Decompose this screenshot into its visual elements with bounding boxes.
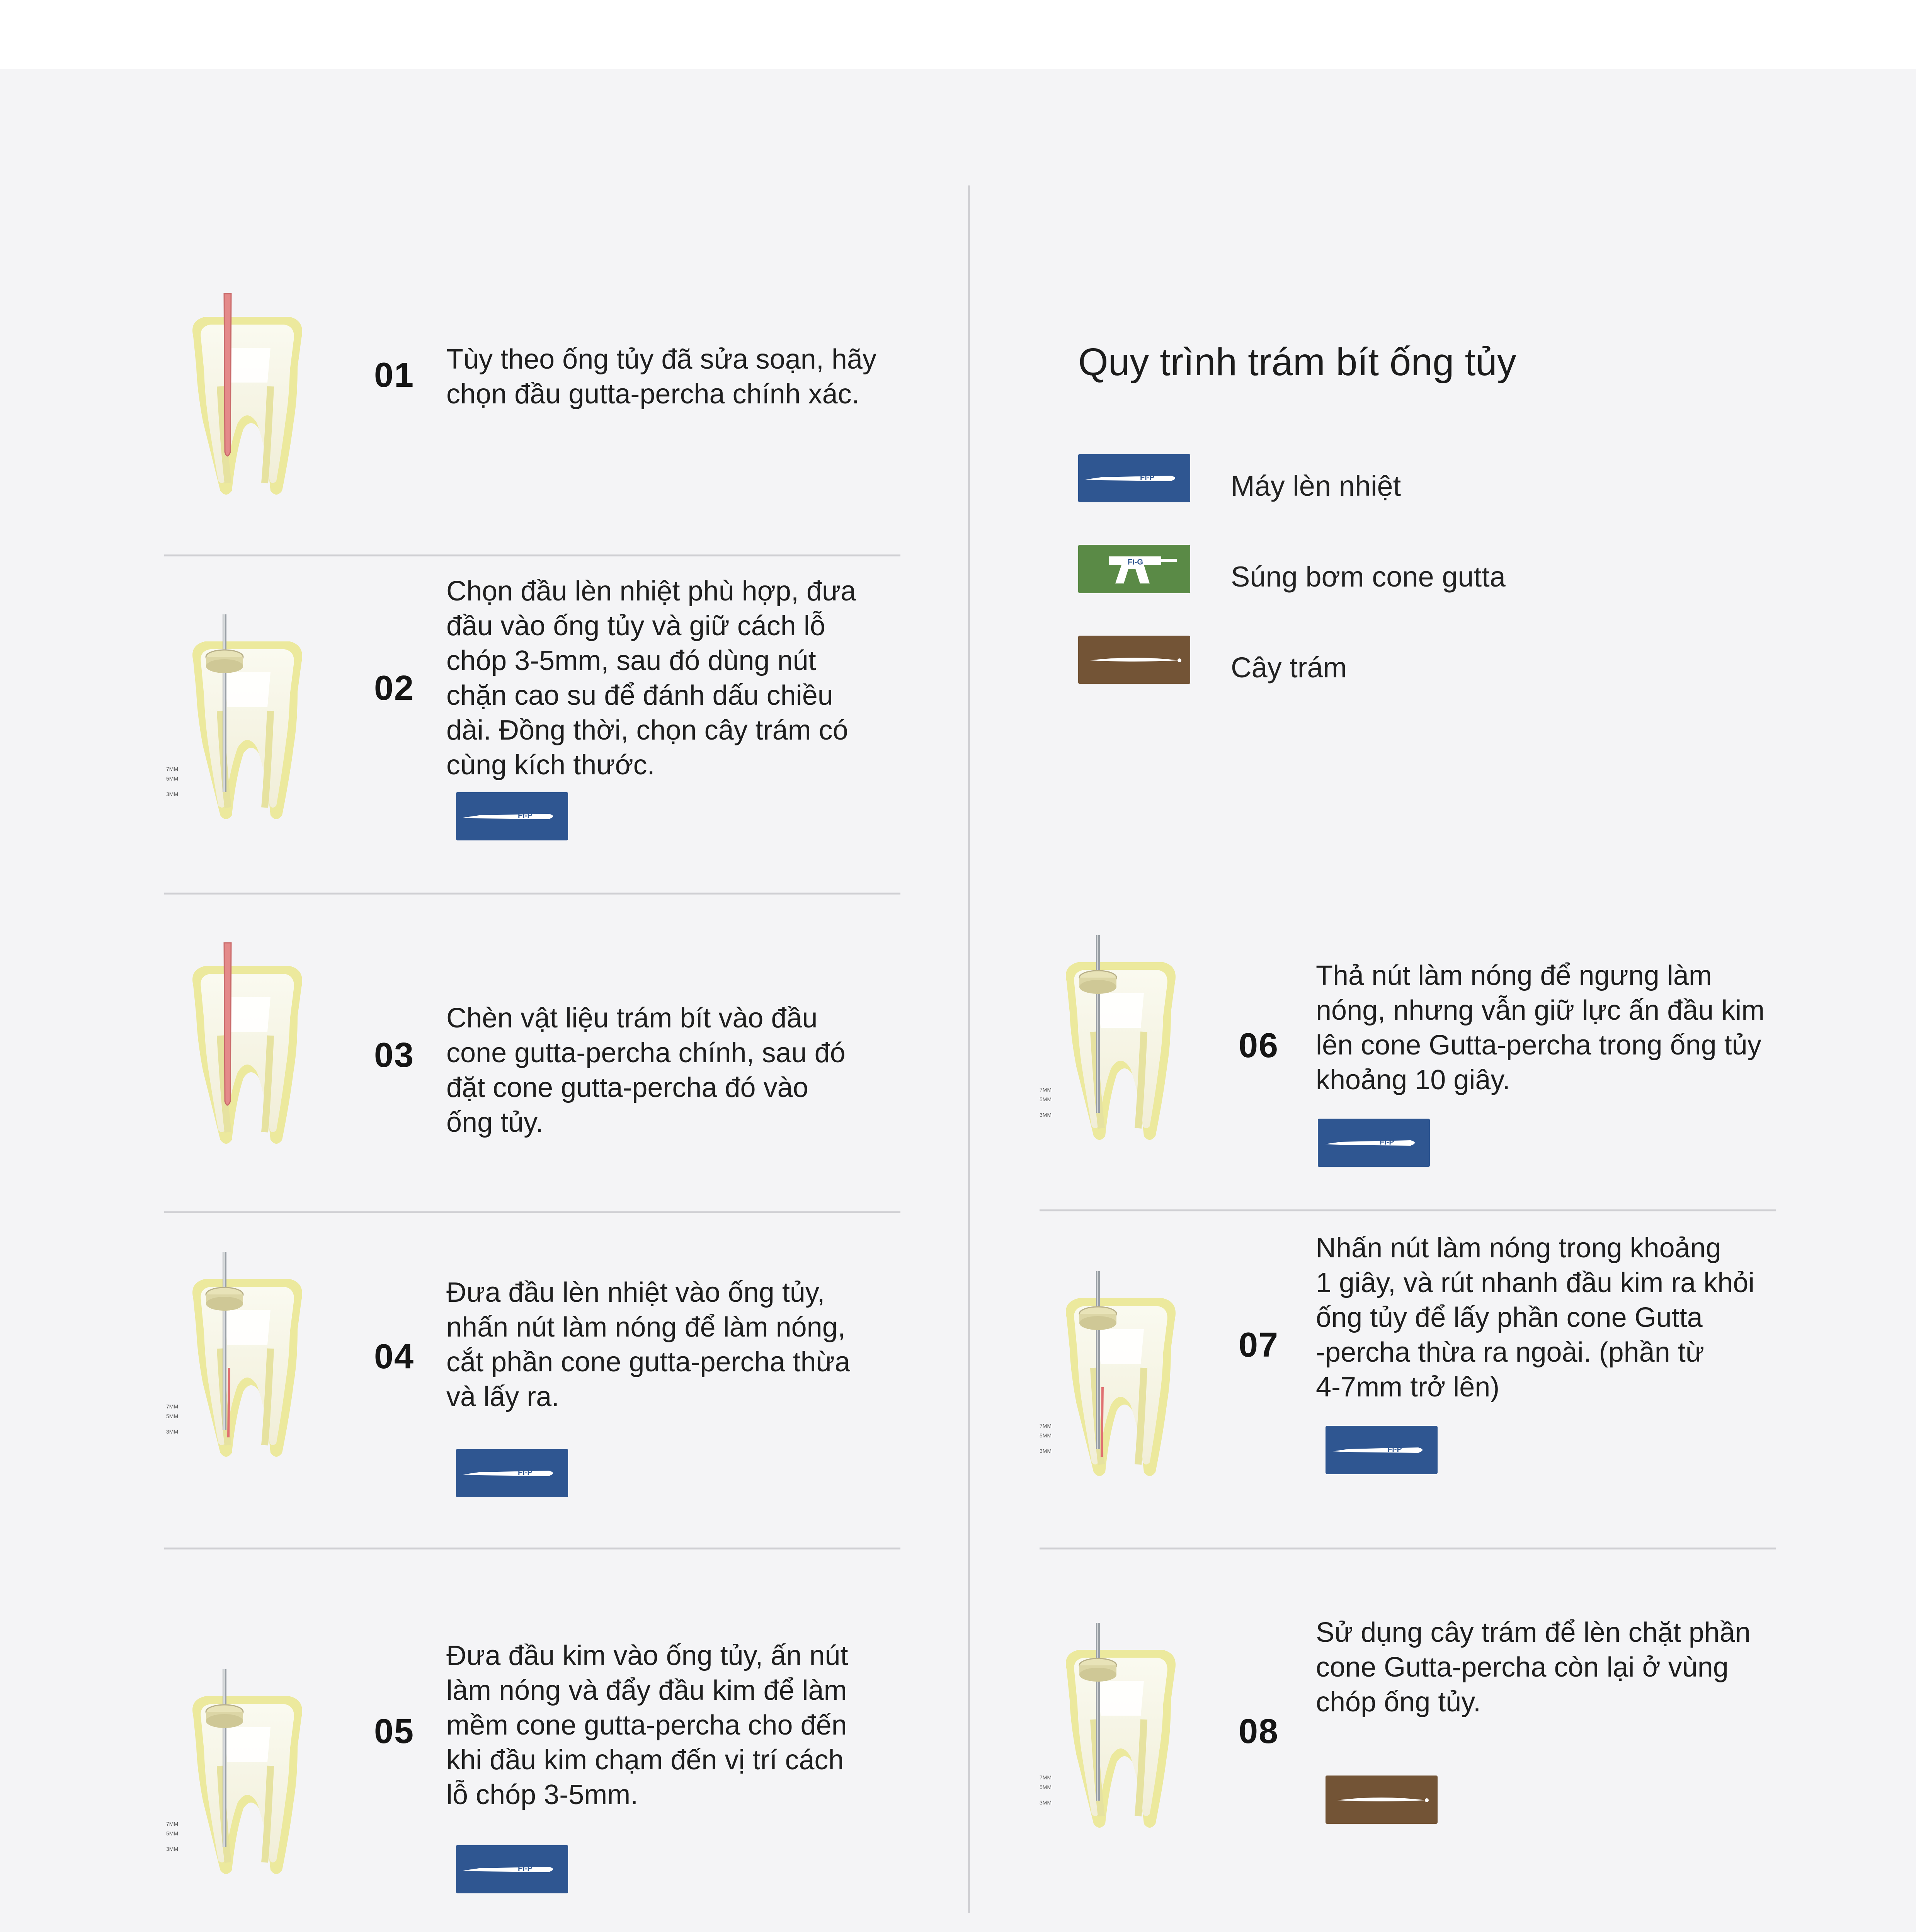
plugger-instrument-icon	[1078, 636, 1190, 684]
svg-text:5MM: 5MM	[166, 1830, 179, 1837]
svg-text:3MM: 3MM	[166, 791, 179, 797]
tooth-illustration-03	[166, 939, 328, 1155]
tooth-icon	[166, 939, 328, 1155]
divider	[164, 893, 900, 895]
step-description: Tùy theo ống tủy đã sửa soạn, hãy chọn đầu gutta-percha chính xác.	[446, 344, 876, 410]
step-tool-badge-blue	[456, 1449, 568, 1497]
badge-model-label: Fi-P	[518, 811, 533, 820]
tooth-illustration-04	[166, 1252, 328, 1468]
step-number: 07	[1239, 1326, 1279, 1364]
divider	[164, 1548, 900, 1549]
heat-pen-icon	[1318, 1119, 1430, 1167]
heat-pen-icon	[456, 1449, 568, 1497]
legend-badge-brown	[1078, 636, 1190, 684]
step-number: 02	[374, 669, 415, 707]
step-description: Sử dụng cây trám để lèn chặt phần cone Gutta-percha còn lại ở vùng chóp ống tủy.	[1316, 1617, 1751, 1718]
heat-pen-icon	[1078, 454, 1190, 502]
svg-text:7MM: 7MM	[166, 1821, 179, 1827]
step-description: Đưa đầu kim vào ống tủy, ấn nút làm nóng và đẩy đầu kim để làm mềm cone gutta-percha cho đến khi đầu kim chạm đến vị trí cách lỗ chóp 3-5mm.	[446, 1640, 848, 1810]
tooth-illustration-08	[1040, 1623, 1202, 1839]
legend-label: Máy lèn nhiệt	[1231, 470, 1401, 502]
column-divider	[968, 185, 970, 1913]
svg-text:3MM: 3MM	[1040, 1799, 1052, 1806]
legend-item-blue	[1078, 454, 1658, 512]
badge-model-label: Fi-P	[1387, 1445, 1402, 1454]
legend-label: Súng bơm cone gutta	[1231, 561, 1506, 593]
svg-text:7MM: 7MM	[1040, 1423, 1052, 1429]
tooth-icon	[1040, 1623, 1202, 1839]
tooth-illustration-06	[1040, 935, 1202, 1151]
divider	[1040, 1548, 1776, 1549]
tooth-icon	[1040, 1271, 1202, 1488]
tooth-icon	[1040, 935, 1202, 1151]
svg-text:5MM: 5MM	[1040, 1784, 1052, 1790]
divider	[164, 554, 900, 556]
page-title: Quy trình trám bít ống tủy	[1078, 340, 1516, 384]
svg-text:3MM: 3MM	[1040, 1448, 1052, 1454]
plugger-instrument-icon	[1326, 1776, 1438, 1824]
tooth-icon	[166, 1669, 328, 1886]
badge-model-label: Fi-P	[1140, 473, 1155, 482]
heat-pen-icon	[456, 1845, 568, 1893]
legend-badge-green	[1078, 545, 1190, 593]
svg-text:7MM: 7MM	[166, 1403, 179, 1410]
svg-text:3MM: 3MM	[1040, 1112, 1052, 1118]
tooth-icon	[166, 1252, 328, 1468]
gutta-gun-icon	[1078, 545, 1190, 593]
step-number: 06	[1239, 1026, 1279, 1065]
heat-pen-icon	[456, 792, 568, 840]
legend-item-green	[1078, 545, 1658, 603]
svg-text:7MM: 7MM	[1040, 1774, 1052, 1781]
svg-text:7MM: 7MM	[1040, 1087, 1052, 1093]
step-description: Thả nút làm nóng để ngưng làm nóng, nhưng vẫn giữ lực ấn đầu kim lên cone Gutta-percha trong ống tủy khoảng 10 giây.	[1316, 960, 1765, 1095]
step-number: 08	[1239, 1712, 1279, 1751]
step-description: Chèn vật liệu trám bít vào đầu cone gutta-percha chính, sau đó đặt cone gutta-percha đó vào ống tủy.	[446, 1003, 846, 1138]
svg-text:5MM: 5MM	[1040, 1096, 1052, 1102]
legend-label: Cây trám	[1231, 651, 1347, 684]
step-description: Nhấn nút làm nóng trong khoảng 1 giây, và rút nhanh đầu kim ra khỏi ống tủy để lấy phần cone Gutta -percha thừa ra ngoài. (phần từ 4-7mm trở lên)	[1316, 1233, 1755, 1403]
svg-text:5MM: 5MM	[1040, 1432, 1052, 1439]
svg-text:7MM: 7MM	[166, 766, 179, 772]
step-description: Chọn đầu lèn nhiệt phù hợp, đưa đầu vào ống tủy và giữ cách lỗ chóp 3-5mm, sau đó dùng nút chặn cao su để đánh dấu chiều dài. Đồng thời, chọn cây trám có cùng kích thước.	[446, 576, 856, 781]
tooth-illustration-02	[166, 614, 328, 831]
badge-model-label: Fi-P	[518, 1468, 533, 1477]
legend-item-brown	[1078, 636, 1658, 694]
svg-text:5MM: 5MM	[166, 776, 179, 782]
step-tool-badge-brown	[1326, 1776, 1438, 1824]
step-tool-badge-blue	[1326, 1426, 1438, 1474]
step-tool-badge-blue	[456, 792, 568, 840]
tooth-illustration-01	[166, 290, 328, 506]
svg-text:3MM: 3MM	[166, 1429, 179, 1435]
tooth-illustration-05	[166, 1669, 328, 1886]
legend-badge-blue	[1078, 454, 1190, 502]
heat-pen-icon	[1326, 1426, 1438, 1474]
step-tool-badge-blue	[456, 1845, 568, 1893]
badge-model-label: Fi-P	[518, 1864, 533, 1873]
step-number: 04	[374, 1337, 415, 1376]
step-number: 01	[374, 356, 415, 395]
badge-model-label: Fi-P	[1380, 1138, 1394, 1146]
badge-model-label: Fi-G	[1128, 558, 1143, 566]
step-description: Đưa đầu lèn nhiệt vào ống tủy, nhấn nút làm nóng để làm nóng, cắt phần cone gutta-percha thừa và lấy ra.	[446, 1277, 850, 1412]
tooth-illustration-07	[1040, 1271, 1202, 1488]
step-number: 05	[374, 1712, 415, 1751]
step-tool-badge-blue	[1318, 1119, 1430, 1167]
divider	[164, 1211, 900, 1213]
step-number: 03	[374, 1036, 415, 1075]
tooth-icon	[166, 614, 328, 831]
tooth-icon	[166, 290, 328, 506]
svg-text:5MM: 5MM	[166, 1413, 179, 1419]
svg-text:3MM: 3MM	[166, 1846, 179, 1852]
divider	[1040, 1209, 1776, 1211]
